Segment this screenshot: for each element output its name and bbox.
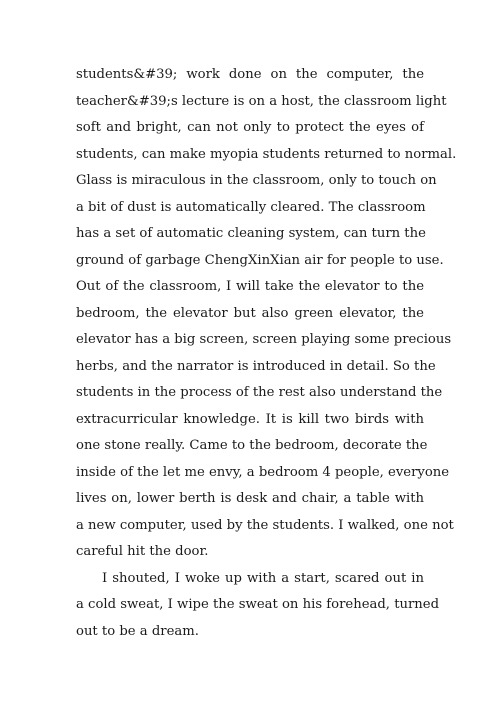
text-line: has a set of automatic cleaning system, can turn the [76,226,426,241]
text-line: out to be a dream. [76,623,199,639]
text-line: Glass is miraculous in the classroom, only to touch on [76,173,437,188]
body-text [76,62,457,645]
text-line: extracurricular knowledge. It is kill two birds with [76,411,424,427]
text-line: a new computer, used by the students. I walked, one not [76,517,454,533]
text-line: bedroom, the elevator but also green elevator, the [76,305,424,321]
text-line: soft and bright, can not only to protect the eyes of [76,120,424,135]
text-line: one stone really. Came to the bedroom, decorate the [76,438,428,453]
text-line: students in the process of the rest also understand the [76,385,443,400]
text-line: herbs, and the narrator is introduced in detail. So the [76,358,436,374]
text-line: inside of the let me envy, a bedroom 4 people, everyone [76,464,450,480]
text-line: a cold sweat, I wipe the sweat on his forehead, turned [76,597,440,612]
text-line: careful hit the door. [76,544,209,559]
text-line: students&#39; work done on the computer, the [76,67,424,82]
text-line: elevator has a big screen, screen playing some precious [76,332,452,347]
text-line: a bit of dust is automatically cleared. The classroom [76,199,426,215]
text-line: teacher&#39;s lecture is on a host, the classroom light [76,93,447,109]
text-line: students, can make myopia students returned to normal. [76,146,457,162]
text-line: ground of garbage ChengXinXian air for people to use. [76,252,444,268]
paragraph-1 [76,62,457,566]
text-line: Out of the classroom, I will take the elevator to the [76,279,424,294]
paragraph-2 [76,566,440,646]
text-line: lives on, lower berth is desk and chair, a table with [76,491,424,506]
text-line: I shouted, I woke up with a start, scared out in [102,570,424,586]
